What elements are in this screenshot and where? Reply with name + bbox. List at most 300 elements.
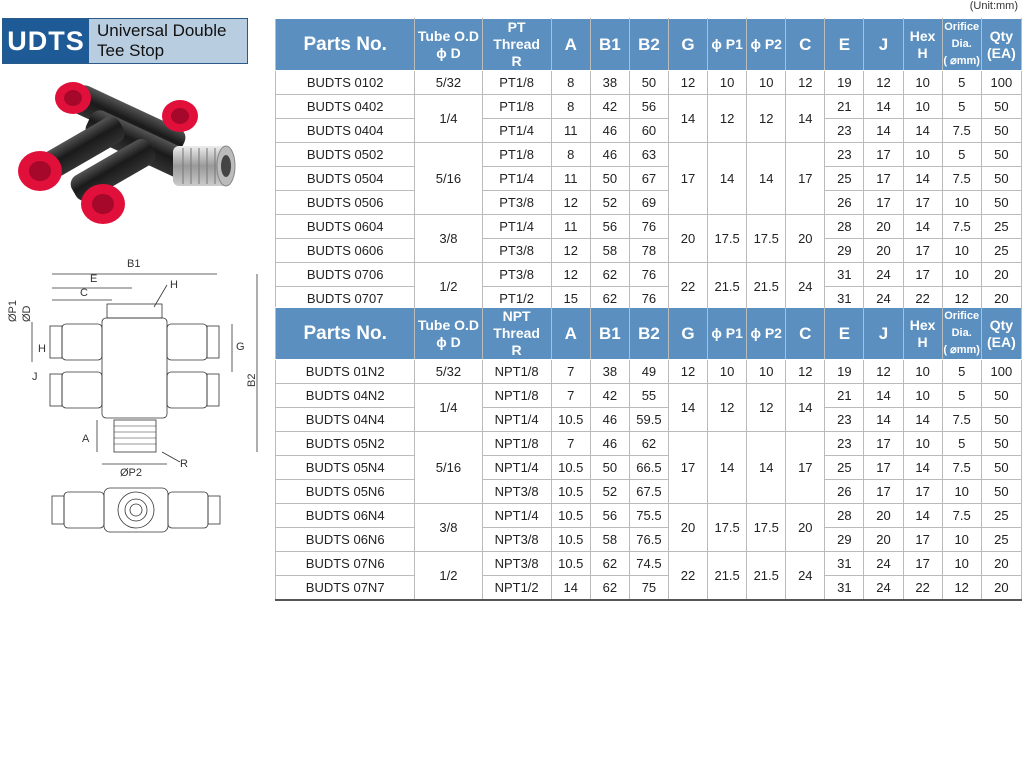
product-title [2,18,248,64]
table-cell: 20 [981,576,1021,601]
table-cell: 25 [825,167,864,191]
table-row [276,408,1022,432]
col-orifice: Orifice Dia. ( ⌀mm) [942,308,981,360]
table-cell: 29 [825,528,864,552]
col-j: J [864,19,903,71]
unit-note: (Unit:mm) [969,0,1018,12]
table-cell: 15 [551,287,590,312]
table-cell: 14 [708,432,747,504]
table-cell: 62 [590,576,629,601]
table-cell: 1/4 [415,95,482,143]
col-b1: B1 [590,308,629,360]
table-cell: 8 [551,143,590,167]
table-cell: 12 [864,71,903,95]
table-cell: 100 [981,71,1021,95]
table-cell: 24 [864,552,903,576]
table-cell: 12 [864,360,903,384]
part-number-cell: BUDTS 0707 [276,287,415,312]
part-number-cell: BUDTS 05N2 [276,432,415,456]
table-cell: 12 [551,263,590,287]
table-cell: 10.5 [551,456,590,480]
table-cell: 50 [981,95,1021,119]
table-cell: 11 [551,215,590,239]
table-cell: 17 [903,528,942,552]
table-cell: 7 [551,360,590,384]
part-number-cell: BUDTS 0706 [276,263,415,287]
table-cell: 20 [864,504,903,528]
table-cell: 56 [590,504,629,528]
table-cell: 10 [942,191,981,215]
table-cell: 58 [590,528,629,552]
table-cell: 21.5 [747,263,786,312]
table-cell: 20 [786,215,825,263]
table-cell: 56 [590,215,629,239]
table-cell: 5/16 [415,432,482,504]
table-cell: 19 [825,360,864,384]
table-cell: 12 [551,191,590,215]
table-cell: PT1/4 [482,215,551,239]
table-cell: 10 [747,71,786,95]
table-cell: 12 [668,360,707,384]
table-cell: 3/8 [415,504,482,552]
label-j: J [32,371,38,383]
label-b2: B2 [246,373,258,387]
table-cell: 60 [629,119,668,143]
table-cell: 21.5 [747,552,786,601]
table-cell: 5 [942,95,981,119]
table-row [276,239,1022,263]
table-cell: 20 [786,504,825,552]
table-cell: 11 [551,119,590,143]
table-cell: 74.5 [629,552,668,576]
col-p1: ϕ P1 [708,308,747,360]
table-cell: 17 [786,432,825,504]
table-cell: 7 [551,432,590,456]
table-cell: 50 [981,384,1021,408]
table-row [276,504,1022,528]
table-cell: PT1/8 [482,143,551,167]
col-e: E [825,19,864,71]
table-cell: 63 [629,143,668,167]
table-cell: 22 [903,576,942,601]
table-cell: 8 [551,71,590,95]
table-cell: 17 [864,191,903,215]
label-p2: ØP2 [120,467,143,479]
table-cell: 1/4 [415,384,482,432]
table-row [276,384,1022,408]
table-cell: 66.5 [629,456,668,480]
table-cell: PT1/2 [482,287,551,312]
table-row [276,576,1022,601]
table-row [276,263,1022,287]
table-cell: 14 [903,215,942,239]
part-number-cell: BUDTS 0402 [276,95,415,119]
table-cell: 7.5 [942,456,981,480]
table-row [276,167,1022,191]
table-cell: 42 [590,384,629,408]
table-cell: 12 [708,95,747,143]
label-d: ØD [21,305,33,322]
table-cell: 67.5 [629,480,668,504]
table-cell: 14 [903,408,942,432]
table-cell: 12 [551,239,590,263]
table-row [276,360,1022,384]
label-h: H [170,279,178,291]
table-cell: 23 [825,143,864,167]
table-cell: 21.5 [708,552,747,601]
table-row [276,552,1022,576]
table-cell: 24 [864,287,903,312]
table-cell: 14 [668,384,707,432]
part-number-cell: BUDTS 0504 [276,167,415,191]
table-cell: 23 [825,432,864,456]
label-a: A [82,433,90,445]
col-qty: Qty (EA) [981,308,1021,360]
table-cell: 20 [668,504,707,552]
col-tube-od: Tube O.D ϕ D [415,308,482,360]
table-cell: 10 [747,360,786,384]
table-cell: 1/2 [415,552,482,601]
table-row [276,119,1022,143]
table-cell: 14 [903,119,942,143]
part-number-cell: BUDTS 0506 [276,191,415,215]
table-cell: 17.5 [747,215,786,263]
table-cell: 67 [629,167,668,191]
table-cell: 50 [629,71,668,95]
table-row [276,95,1022,119]
col-a: A [551,308,590,360]
table-cell: 20 [864,239,903,263]
table-cell: 17 [864,167,903,191]
table-cell: 20 [864,215,903,239]
col-qty: Qty (EA) [981,19,1021,71]
table-cell: 46 [590,432,629,456]
col-thread: PT Thread R [482,19,551,71]
table-cell: 10.5 [551,528,590,552]
table-cell: 17 [864,480,903,504]
table-cell: 55 [629,384,668,408]
npt-table-body [276,360,1022,601]
table-cell: 20 [981,552,1021,576]
table-cell: 11 [551,167,590,191]
table-cell: 3/8 [415,215,482,263]
table-cell: PT1/4 [482,119,551,143]
table-cell: 10 [903,360,942,384]
table-cell: 50 [981,167,1021,191]
table-cell: 62 [590,552,629,576]
table-cell: 14 [708,143,747,215]
table-cell: PT1/8 [482,71,551,95]
table-cell: 14 [864,95,903,119]
table-cell: 31 [825,552,864,576]
table-cell: 10 [903,143,942,167]
col-j: J [864,308,903,360]
table-cell: PT1/4 [482,167,551,191]
table-cell: NPT3/8 [482,552,551,576]
table-cell: 12 [668,71,707,95]
table-cell: 17 [864,143,903,167]
table-cell: 20 [668,215,707,263]
part-number-cell: BUDTS 01N2 [276,360,415,384]
table-cell: 25 [825,456,864,480]
product-name: Universal Double Tee Stop [89,19,247,63]
table-cell: 78 [629,239,668,263]
col-a: A [551,19,590,71]
label-b1: B1 [127,258,141,270]
label-e: E [90,273,98,285]
part-number-cell: BUDTS 07N7 [276,576,415,601]
table-cell: 25 [981,215,1021,239]
table-cell: 21.5 [708,263,747,312]
table-cell: 12 [786,360,825,384]
table-cell: 5 [942,432,981,456]
table-cell: 28 [825,215,864,239]
table-cell: 17.5 [708,504,747,552]
part-number-cell: BUDTS 0404 [276,119,415,143]
col-c: C [786,308,825,360]
pt-header-row [276,19,1022,71]
table-cell: 31 [825,576,864,601]
part-number-cell: BUDTS 04N2 [276,384,415,408]
table-cell: 69 [629,191,668,215]
table-row [276,528,1022,552]
col-c: C [786,19,825,71]
table-cell: 10.5 [551,504,590,528]
table-cell: NPT1/8 [482,360,551,384]
table-cell: 50 [981,143,1021,167]
table-cell: 14 [786,95,825,143]
table-cell: 50 [981,119,1021,143]
table-cell: 17 [864,432,903,456]
table-cell: 14 [903,167,942,191]
part-number-cell: BUDTS 0102 [276,71,415,95]
table-row [276,215,1022,239]
table-cell: 50 [981,480,1021,504]
table-row [276,480,1022,504]
table-cell: 12 [786,71,825,95]
table-cell: 50 [590,167,629,191]
part-number-cell: BUDTS 0604 [276,215,415,239]
table-cell: 10 [903,71,942,95]
table-cell: 56 [629,95,668,119]
table-cell: 10 [942,239,981,263]
table-cell: 17 [903,191,942,215]
table-cell: NPT1/2 [482,576,551,601]
table-cell: 28 [825,504,864,528]
table-cell: 10 [942,480,981,504]
table-cell: 21 [825,95,864,119]
table-cell: PT3/8 [482,263,551,287]
table-cell: 50 [981,432,1021,456]
table-cell: 25 [981,504,1021,528]
table-cell: 52 [590,191,629,215]
table-row [276,143,1022,167]
table-cell: 5/16 [415,143,482,215]
table-cell: 59.5 [629,408,668,432]
col-g: G [668,19,707,71]
table-cell: 46 [590,408,629,432]
table-cell: NPT1/4 [482,504,551,528]
part-number-cell: BUDTS 0502 [276,143,415,167]
table-cell: 14 [747,432,786,504]
table-cell: 12 [942,576,981,601]
table-cell: PT3/8 [482,191,551,215]
npt-header-row [276,308,1022,360]
table-cell: 5/32 [415,360,482,384]
table-cell: 14 [903,504,942,528]
table-cell: 58 [590,239,629,263]
table-cell: 14 [864,408,903,432]
table-cell: 5 [942,360,981,384]
part-number-cell: BUDTS 07N6 [276,552,415,576]
table-cell: 5/32 [415,71,482,95]
col-p2: ϕ P2 [747,19,786,71]
table-cell: 14 [864,119,903,143]
table-cell: 17 [903,239,942,263]
part-number-cell: BUDTS 05N4 [276,456,415,480]
table-cell: 24 [864,263,903,287]
table-cell: 25 [981,528,1021,552]
table-cell: 50 [590,456,629,480]
table-cell: NPT3/8 [482,528,551,552]
part-number-cell: BUDTS 04N4 [276,408,415,432]
part-number-cell: BUDTS 06N6 [276,528,415,552]
table-cell: 7.5 [942,408,981,432]
part-number-cell: BUDTS 0606 [276,239,415,263]
part-number-cell: BUDTS 06N4 [276,504,415,528]
table-cell: 46 [590,119,629,143]
col-thread: NPT Thread R [482,308,551,360]
table-cell: 17 [864,456,903,480]
table-cell: NPT1/8 [482,432,551,456]
table-cell: 10 [903,432,942,456]
table-cell: 12 [747,95,786,143]
table-cell: NPT1/4 [482,408,551,432]
table-cell: 62 [629,432,668,456]
product-photo [8,76,248,236]
col-parts-no: Parts No. [276,308,415,360]
table-cell: 24 [786,263,825,312]
table-cell: 50 [981,408,1021,432]
col-b2: B2 [629,308,668,360]
table-cell: 7.5 [942,215,981,239]
table-cell: 50 [981,456,1021,480]
table-cell: 17 [903,263,942,287]
table-cell: 14 [903,456,942,480]
table-cell: 14 [551,576,590,601]
table-cell: 7.5 [942,167,981,191]
table-cell: 62 [590,263,629,287]
table-cell: 10 [708,360,747,384]
table-cell: 14 [668,95,707,143]
pt-spec-table [275,18,1022,312]
table-cell: 19 [825,71,864,95]
table-row [276,71,1022,95]
table-cell: 29 [825,239,864,263]
table-cell: 49 [629,360,668,384]
table-cell: 23 [825,408,864,432]
table-cell: 22 [903,287,942,312]
table-cell: 75 [629,576,668,601]
table-cell: 10.5 [551,552,590,576]
table-cell: 10.5 [551,480,590,504]
table-cell: 21 [825,384,864,408]
table-cell: 10.5 [551,408,590,432]
label-c: C [80,287,88,299]
table-cell: 7 [551,384,590,408]
pt-table-body [276,71,1022,312]
table-cell: 10 [942,552,981,576]
table-cell: 5 [942,143,981,167]
table-cell: 38 [590,360,629,384]
col-hex: Hex H [903,19,942,71]
table-cell: 75.5 [629,504,668,528]
table-cell: 12 [747,384,786,432]
col-hex: Hex H [903,308,942,360]
table-cell: 100 [981,360,1021,384]
label-g: G [236,341,245,353]
table-cell: 8 [551,95,590,119]
col-b2: B2 [629,19,668,71]
table-cell: 1/2 [415,263,482,312]
table-cell: 17 [668,143,707,215]
product-code: UDTS [3,19,89,63]
table-row [276,456,1022,480]
table-cell: 76 [629,263,668,287]
label-r: R [180,458,188,470]
table-cell: 17.5 [708,215,747,263]
label-h2: H [38,343,46,355]
table-cell: 7.5 [942,504,981,528]
table-cell: PT1/8 [482,95,551,119]
table-cell: 17 [786,143,825,215]
table-cell: 76.5 [629,528,668,552]
col-parts-no: Parts No. [276,19,415,71]
table-cell: 50 [981,191,1021,215]
table-cell: 17.5 [747,504,786,552]
col-p2: ϕ P2 [747,308,786,360]
table-cell: 24 [864,576,903,601]
table-cell: 10 [903,95,942,119]
col-tube-od: Tube O.D ϕ D [415,19,482,71]
table-cell: 20 [981,263,1021,287]
table-cell: 20 [864,528,903,552]
table-cell: 10 [708,71,747,95]
table-cell: 23 [825,119,864,143]
table-row [276,191,1022,215]
table-cell: 26 [825,480,864,504]
npt-spec-table [275,307,1022,601]
table-cell: NPT3/8 [482,480,551,504]
dimension-drawing [2,252,272,602]
table-cell: 25 [981,239,1021,263]
table-cell: 12 [942,287,981,312]
table-cell: 22 [668,263,707,312]
table-cell: 17 [903,552,942,576]
table-cell: 14 [747,143,786,215]
table-cell: PT3/8 [482,239,551,263]
col-b1: B1 [590,19,629,71]
table-cell: 10 [903,384,942,408]
table-cell: 31 [825,263,864,287]
table-cell: 10 [942,528,981,552]
table-cell: 22 [668,552,707,601]
table-cell: 46 [590,143,629,167]
col-p1: ϕ P1 [708,19,747,71]
label-p1: ØP1 [7,299,19,322]
table-cell: 20 [981,287,1021,312]
table-cell: 42 [590,95,629,119]
